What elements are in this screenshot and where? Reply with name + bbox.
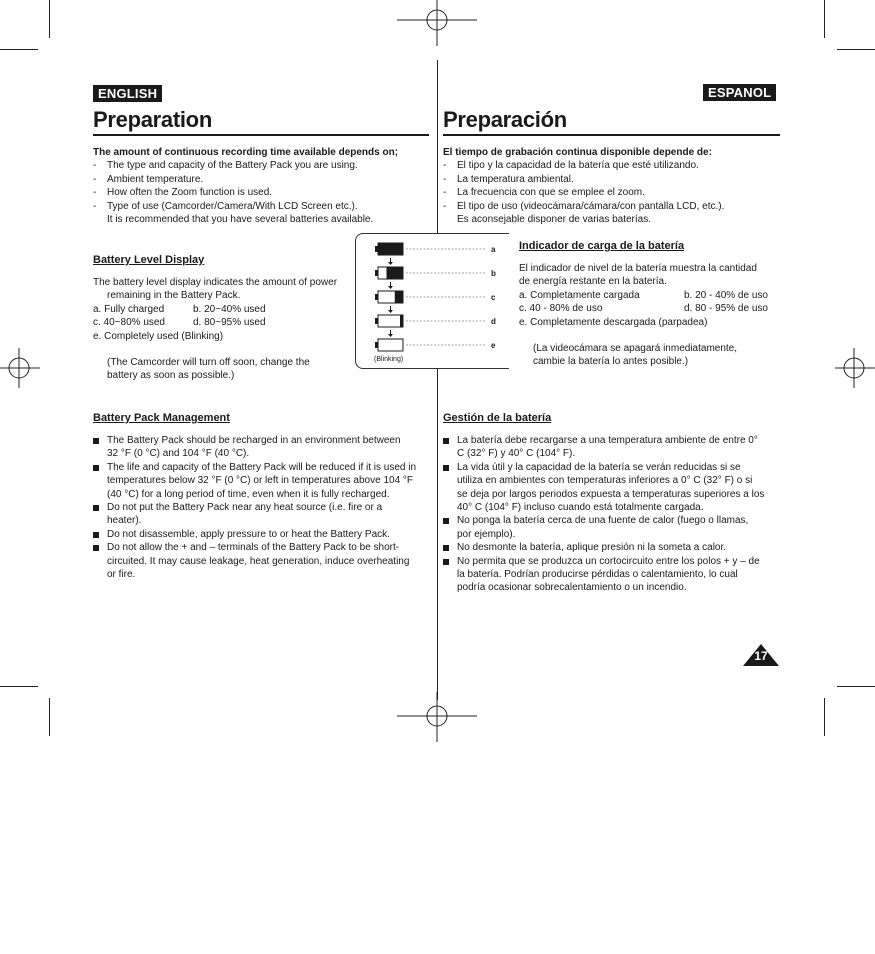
- level-b: b. 20 - 40% de uso: [684, 289, 768, 301]
- list-item: Do not put the Battery Pack near any heat source (i.e. fire or a heater).: [93, 501, 433, 528]
- intro-section-english: [93, 146, 433, 226]
- arrow-head-icon: [388, 286, 393, 289]
- page-number-badge: [742, 643, 780, 672]
- bullet-icon: [443, 559, 449, 565]
- crop-mark: [0, 49, 38, 50]
- battery-diagram-svg: [356, 234, 509, 368]
- battery-level-text-english: [93, 276, 358, 383]
- level-c: c. 40~80% used: [93, 317, 165, 329]
- list-item: No permita que se produzca un cortocircuito entre los polos + y – de la batería. Podrían producirse pérdidas o calentamiento, lo cual podría ocasionar sobrecalentamiento o un incendio.: [443, 555, 788, 595]
- section-heading-battery-management-es: Gestión de la batería: [443, 412, 552, 424]
- list-item: - How often the Zoom function is used.: [93, 186, 433, 199]
- list-item: - La frecuencia con que se emplee el zoom.: [443, 186, 783, 199]
- registration-mark: [397, 0, 477, 46]
- level-label-c: c: [491, 293, 496, 302]
- registration-mark: [835, 348, 875, 388]
- battery-levels: [93, 303, 358, 330]
- level-label-e: e: [491, 341, 496, 350]
- intro-note: It is recommended that you have several batteries available.: [107, 214, 374, 226]
- intro-heading: El tiempo de grabación continua disponible depende de:: [443, 147, 712, 158]
- level-e: e. Completely used (Blinking): [93, 330, 224, 342]
- list-item: Do not allow the + and – terminals of the Battery Pack to be short- circuited. It may cause leakage, heat generation, induce overheating or fire.: [93, 541, 433, 581]
- battery-icon-d: [378, 315, 403, 327]
- intro-heading: The amount of continuous recording time available depends on;: [93, 147, 399, 158]
- level-b: b. 20~40% used: [193, 303, 266, 315]
- bullet-icon: [93, 465, 99, 471]
- list-item: La batería debe recargarse a una temperatura ambiente de entre 0° C (32° F) y 40° C (104° F).: [443, 434, 788, 461]
- list-item: Do not disassemble, apply pressure to or heat the Battery Pack.: [93, 528, 433, 541]
- list-item: No desmonte la batería, aplique presión ni la someta a calor.: [443, 541, 788, 554]
- bullet-icon: [93, 438, 99, 444]
- language-tag-spanish: ESPANOL: [703, 84, 776, 101]
- battery-icon-e: [378, 339, 403, 351]
- battery-level-text-spanish: [519, 262, 809, 369]
- level-a: a. Fully charged: [93, 303, 165, 315]
- title-rule: [93, 134, 429, 136]
- paragraph: de energía restante en la batería.: [519, 276, 667, 288]
- page-title-spanish: Preparación: [443, 107, 567, 132]
- arrow-head-icon: [388, 310, 393, 313]
- section-heading-battery-level-es: Indicador de carga de la batería: [519, 240, 685, 252]
- list-item: - El tipo y la capacidad de la batería que esté utilizando.: [443, 159, 783, 172]
- bullet-icon: [93, 545, 99, 551]
- list-item: - El tipo de uso (videocámara/cámara/con pantalla LCD, etc.).: [443, 200, 783, 213]
- intro-section-spanish: [443, 146, 783, 226]
- intro-note: Es aconsejable disponer de varias baterías.: [457, 214, 652, 226]
- level-label-a: a: [491, 245, 496, 254]
- blinking-label: (Blinking): [374, 356, 404, 363]
- crop-mark: [837, 49, 875, 50]
- paragraph: remaining in the Battery Pack.: [107, 290, 241, 302]
- level-e: e. Completamente descargada (parpadea): [519, 316, 708, 328]
- language-tag-english: ENGLISH: [93, 85, 162, 102]
- arrow-head-icon: [388, 262, 393, 265]
- column-divider: [437, 60, 438, 700]
- bullet-icon: [443, 438, 449, 444]
- crop-mark: [0, 686, 38, 687]
- section-heading-battery-management: Battery Pack Management: [93, 412, 230, 424]
- list-item: - The type and capacity of the Battery Pack you are using.: [93, 159, 433, 172]
- paragraph: El indicador de nivel de la batería muestra la cantidad: [519, 263, 757, 274]
- list-item: The Battery Pack should be recharged in an environment between 32 °F (0 °C) and 104 °F (40 °C).: [93, 434, 433, 461]
- bullet-icon: [443, 465, 449, 471]
- list-item: - Ambient temperature.: [93, 173, 433, 186]
- list-item: La vida útil y la capacidad de la batería se verán reducidas si se utiliza en ambientes con temperaturas inferiores a 0° C (32° F) o si se deja por largos periodos expuesta a temperaturas superiores a los 40° C (104° F) incluso cuando está totalmente cargada.: [443, 461, 788, 515]
- level-d: d. 80~95% used: [193, 317, 266, 329]
- title-rule: [443, 134, 780, 136]
- list-item: The life and capacity of the Battery Pack will be reduced if it is used in temperatures below 32 °F (0 °C) or left in temperatures above 104 °F (40 °C) for a long period of time, even when it is fully recharged.: [93, 461, 433, 501]
- section-heading-battery-level: Battery Level Display: [93, 254, 205, 266]
- note: battery as soon as possible.): [107, 370, 235, 382]
- crop-mark: [837, 686, 875, 687]
- note: cambie la batería lo antes posible.): [533, 356, 689, 368]
- battery-management-spanish: [443, 434, 788, 595]
- registration-mark: [0, 348, 40, 388]
- note: (La videocámara se apagará inmediatamente,: [533, 343, 738, 355]
- list-item: No ponga la batería cerca de una fuente de calor (fuego o llamas, por ejemplo).: [443, 514, 788, 541]
- paragraph: The battery level display indicates the amount of power: [93, 277, 338, 288]
- bullet-icon: [93, 505, 99, 511]
- battery-fill-a: [378, 243, 403, 255]
- crop-mark: [824, 698, 825, 736]
- list-item: - Type of use (Camcorder/Camera/With LCD Screen etc.).: [93, 200, 433, 213]
- battery-fill-b: [387, 267, 404, 279]
- level-d: d. 80 - 95% de uso: [684, 303, 768, 315]
- crop-mark: [49, 698, 50, 736]
- battery-levels: [519, 289, 809, 316]
- note: (The Camcorder will turn off soon, change the: [107, 357, 310, 369]
- page-title-english: Preparation: [93, 107, 212, 132]
- bullet-icon: [443, 545, 449, 551]
- bullet-icon: [443, 518, 449, 524]
- battery-fill-c: [395, 291, 403, 303]
- battery-level-diagram: [355, 233, 509, 369]
- battery-management-english: [93, 434, 433, 581]
- level-c: c. 40 - 80% de uso: [519, 303, 603, 315]
- level-label-b: b: [491, 269, 496, 278]
- crop-mark: [824, 0, 825, 38]
- list-item: - La temperatura ambiental.: [443, 173, 783, 186]
- crop-mark: [49, 0, 50, 38]
- bullet-icon: [93, 532, 99, 538]
- page-number: 17: [754, 649, 768, 663]
- level-label-d: d: [491, 317, 496, 326]
- arrow-head-icon: [388, 334, 393, 337]
- level-a: a. Completamente cargada: [519, 289, 640, 301]
- battery-fill-d: [400, 315, 403, 327]
